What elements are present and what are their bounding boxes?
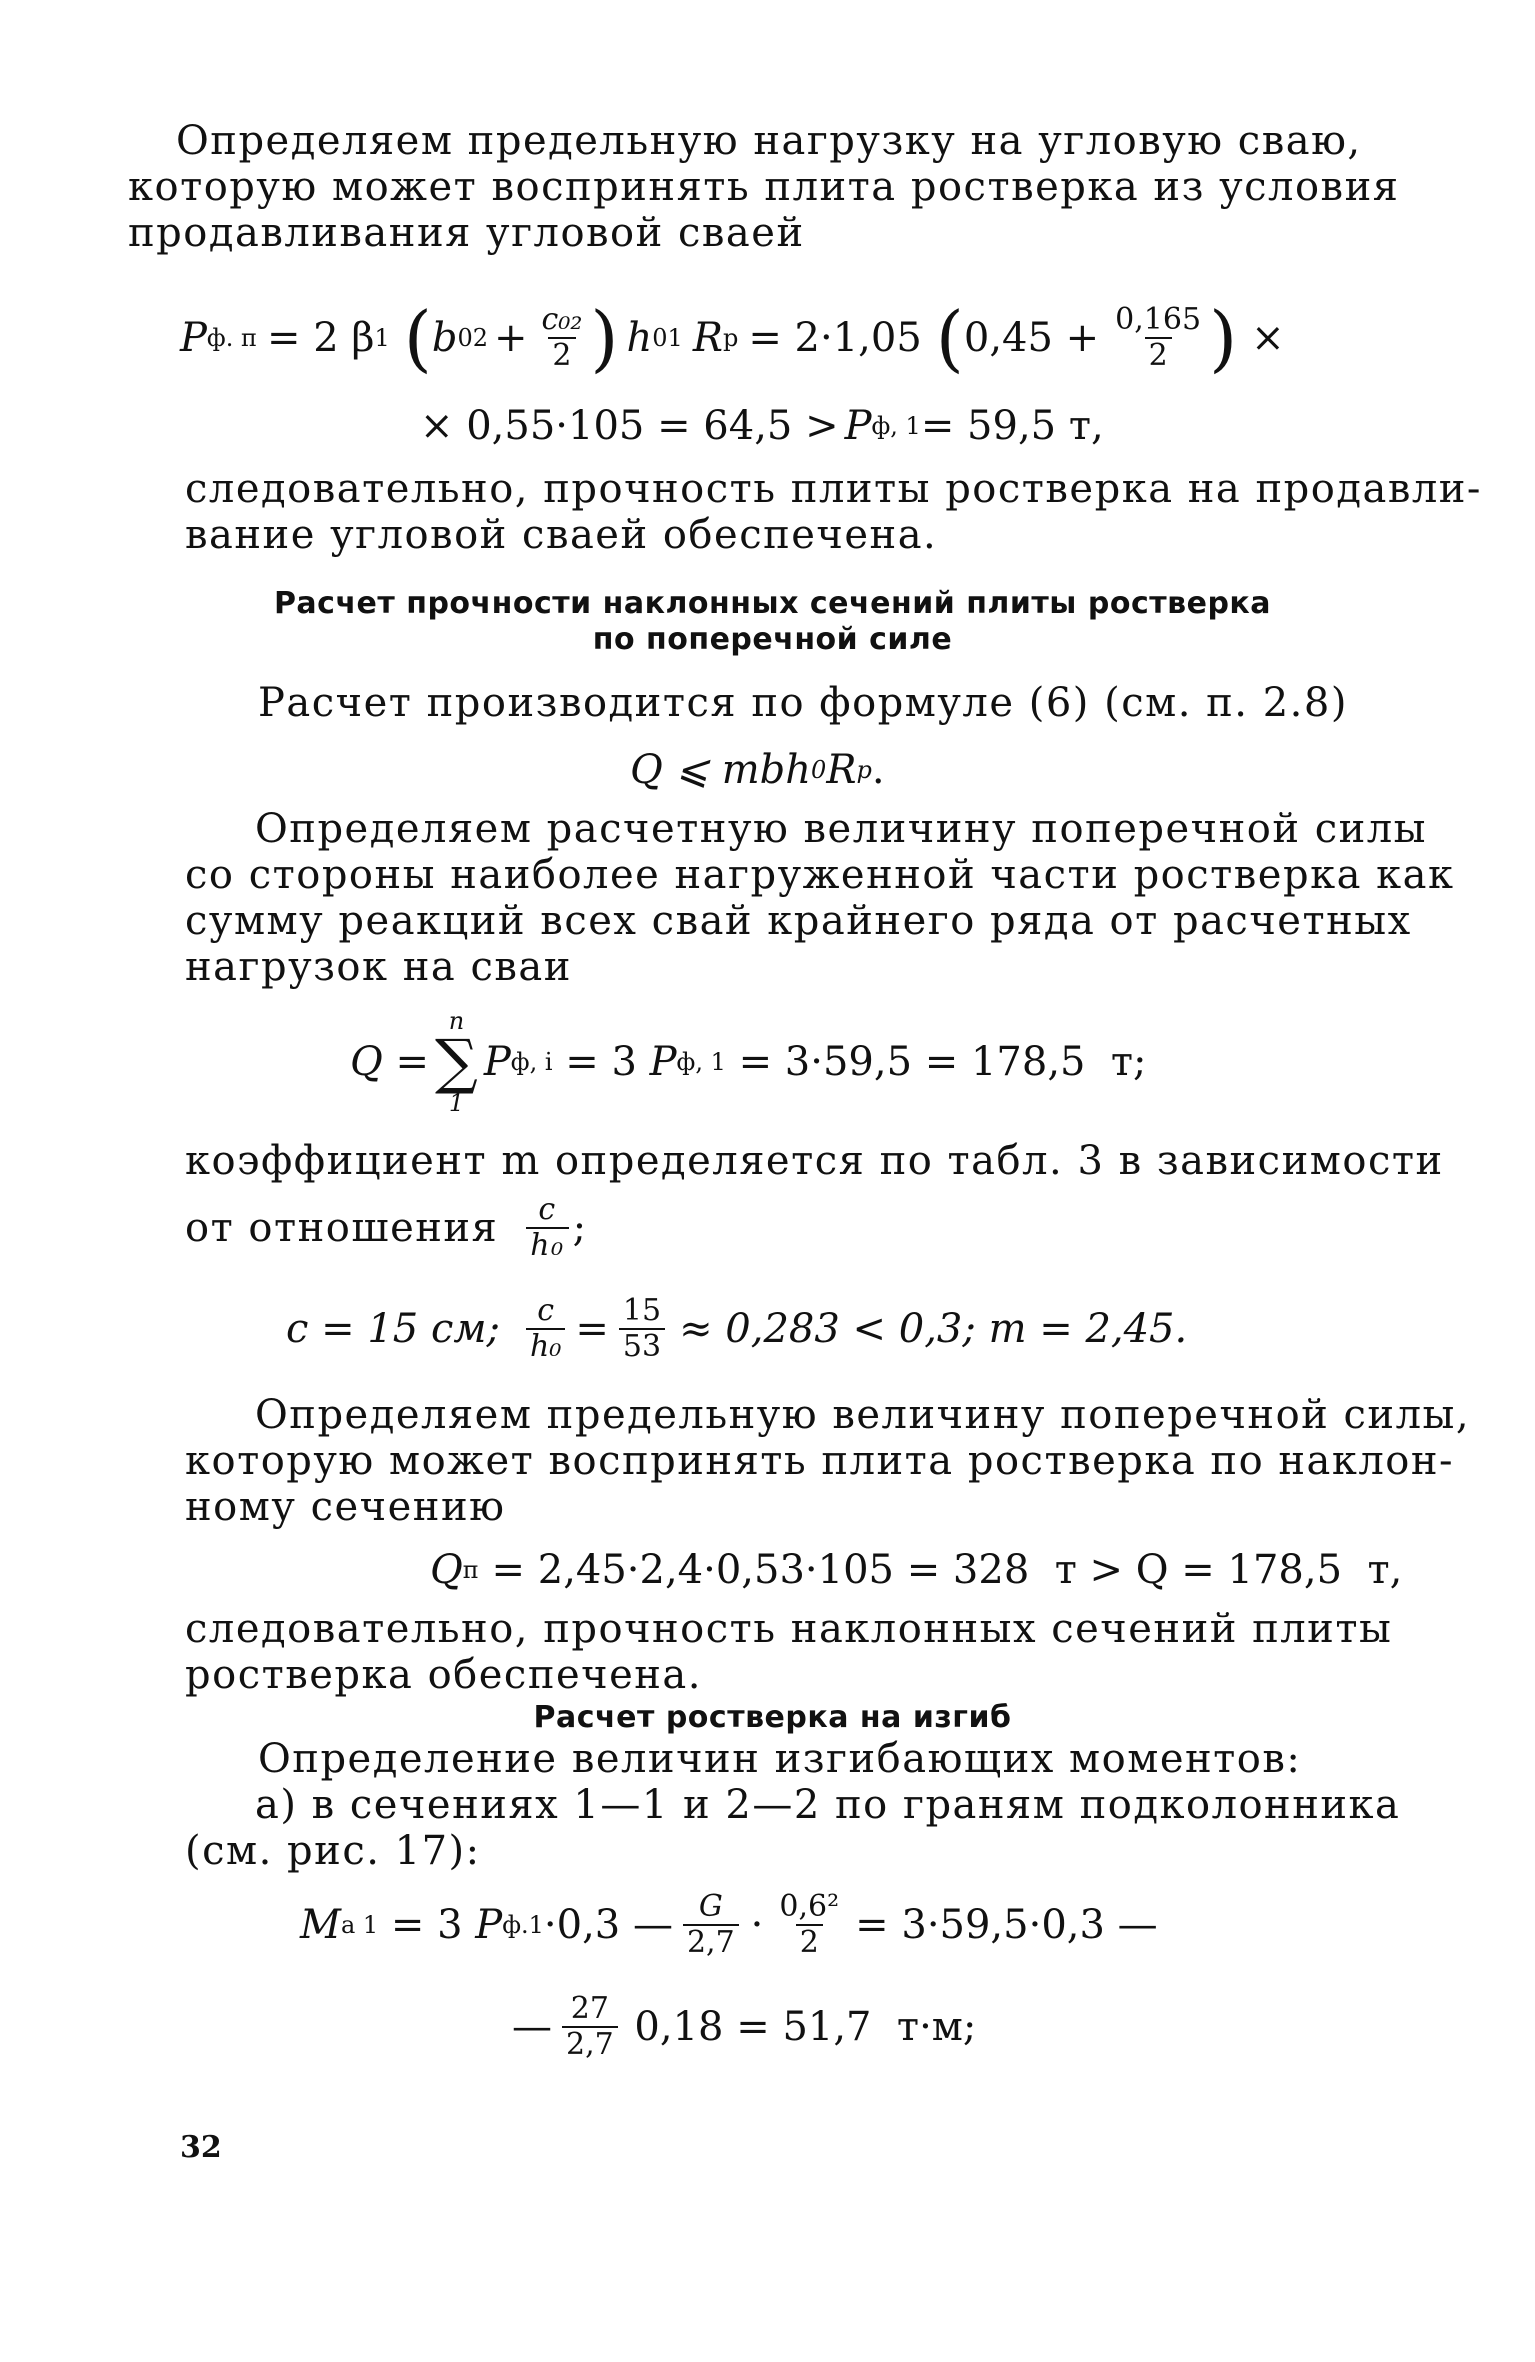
formula-subscript: п <box>462 1556 479 1584</box>
formula-symbol: h <box>626 315 653 361</box>
paren-close: ) <box>1209 296 1238 380</box>
fraction-numerator: G <box>698 1889 723 1924</box>
formula-shear-condition <box>630 742 885 798</box>
formula-text: — <box>512 2004 552 2050</box>
formula-text: = <box>575 1306 609 1352</box>
paren-open: ( <box>403 296 432 380</box>
paragraph-shear-force <box>185 806 1455 990</box>
formula-ratio-value <box>286 1284 1187 1374</box>
formula-sum-reactions <box>350 1002 1147 1122</box>
paren-open: ( <box>935 296 964 380</box>
formula-text: ≈ 0,283 < 0,3; m = 2,45. <box>679 1306 1188 1352</box>
text-line: от отношения <box>185 1205 499 1251</box>
fraction <box>619 1294 665 1364</box>
fraction-denominator: 2,7 <box>683 1924 739 1960</box>
fraction <box>538 303 587 373</box>
paragraph-limit-shear <box>185 1392 1471 1530</box>
formula-symbol: P <box>649 1039 677 1085</box>
paragraph-coefficient <box>185 1138 1444 1184</box>
formula-symbol: Q = <box>350 1039 430 1085</box>
formula-punching-load <box>180 298 1285 378</box>
fraction-numerator: c <box>537 1293 555 1328</box>
fraction-numerator: 27 <box>570 1991 609 2026</box>
text-line: следовательно, прочность наклонных сечений плиты <box>185 1606 1393 1652</box>
paragraph-conclusion-punching <box>185 466 1482 558</box>
fraction-denominator: 2,7 <box>562 2026 618 2062</box>
text-line: а) в сечениях 1—1 и 2—2 по граням подколонника <box>255 1782 1401 1828</box>
fraction <box>526 1193 568 1263</box>
text-line: Определяем предельную нагрузку на угловую сваю, <box>176 118 1362 164</box>
section-heading-shear <box>185 586 1360 658</box>
fraction-numerator: 0,6² <box>779 1889 840 1924</box>
paragraph-moments <box>258 1736 1358 1782</box>
formula-symbol: P <box>844 403 872 449</box>
fraction-denominator: h₀ <box>526 1227 568 1263</box>
fraction-denominator: 2 <box>548 337 575 373</box>
paragraph-method <box>258 680 1358 726</box>
formula-subscript: ф, i <box>510 1048 553 1076</box>
formula-punching-load-cont <box>420 398 1104 454</box>
formula-symbol: P <box>180 315 207 361</box>
fraction <box>683 1890 739 1960</box>
text-line: которую может воспринять плита ростверка из условия <box>128 164 1400 210</box>
formula-moment-line2 <box>512 1982 976 2072</box>
formula-text: · <box>750 1902 764 1948</box>
formula-subscript: 1 <box>374 324 390 352</box>
formula-symbol: P <box>475 1902 503 1948</box>
text-line: коэффициент m определяется по табл. 3 в зависимости <box>185 1138 1444 1184</box>
fraction-denominator: h₀ <box>526 1328 565 1364</box>
formula-subscript: а 1 <box>340 1911 379 1939</box>
formula-text: = 2 β <box>266 315 375 361</box>
summation <box>435 1008 478 1116</box>
formula-subscript: р <box>856 756 872 784</box>
section-heading-bending <box>185 1700 1360 1736</box>
heading-line: Расчет ростверка на изгиб <box>533 1700 1012 1735</box>
formula-moment-line1 <box>300 1880 1158 1970</box>
fraction-numerator: c <box>538 1192 557 1227</box>
formula-subscript: 02 <box>457 324 489 352</box>
fraction-numerator: c₀₂ <box>541 302 583 337</box>
formula-text: Q ⩽ mbh <box>630 747 812 793</box>
fraction-denominator: 2 <box>796 1924 823 1960</box>
formula-text: ; <box>572 1205 588 1251</box>
formula-text: = 2·1,05 <box>748 315 922 361</box>
text-line: сумму реакций всех свай крайнего ряда от расчетных <box>185 898 1412 944</box>
formula-text: = 3 <box>552 1039 650 1085</box>
text-line: следовательно, прочность плиты ростверка на продавли- <box>185 466 1482 512</box>
text-line: которую может воспринять плита ростверка по наклон- <box>185 1438 1455 1484</box>
text-line: со стороны наиболее нагруженной части ростверка как <box>185 852 1455 898</box>
text-line: Определяем предельную величину поперечной силы, <box>255 1392 1471 1438</box>
paren-close: ) <box>590 296 619 380</box>
formula-symbol: P <box>483 1039 511 1085</box>
paragraph-sections <box>185 1782 1401 1874</box>
formula-text: × 0,55·105 = 64,5 > <box>420 403 839 449</box>
fraction <box>562 1992 618 2062</box>
formula-text: = 3·59,5 = 178,5 т; <box>725 1039 1147 1085</box>
text-line: нагрузок на сваи <box>185 944 572 990</box>
formula-subscript: р <box>722 324 739 352</box>
text-line: (см. рис. 17): <box>185 1828 481 1874</box>
sum-symbol: ∑ <box>435 1027 478 1097</box>
heading-line: Расчет прочности наклонных сечений плиты ростверка <box>273 586 1272 621</box>
fraction-numerator: 0,165 <box>1115 302 1202 337</box>
formula-text: = 2,45·2,4·0,53·105 = 328 т > Q = 178,5 т, <box>478 1547 1403 1593</box>
formula-symbol: R <box>692 315 723 361</box>
formula-symbol: Q <box>430 1547 463 1593</box>
text-line: ному сечению <box>185 1484 506 1530</box>
formula-text: = 3·59,5·0,3 — <box>855 1902 1158 1948</box>
fraction <box>775 1890 843 1960</box>
page-number: 32 <box>180 2130 222 2165</box>
formula-subscript: 01 <box>652 324 683 352</box>
formula-subscript: ф.1 <box>502 1911 544 1939</box>
formula-text: . <box>871 747 885 793</box>
formula-subscript: ф, 1 <box>871 412 921 440</box>
formula-text: 0,18 = 51,7 т·м; <box>621 2004 977 2050</box>
fraction <box>526 1294 565 1364</box>
formula-text: + <box>494 315 528 361</box>
sum-lower-limit: 1 <box>448 1089 465 1117</box>
formula-subscript: 0 <box>811 756 827 784</box>
formula-symbol: M <box>300 1902 341 1948</box>
formula-limit-shear <box>430 1542 1402 1598</box>
text-line: Определяем расчетную величину поперечной силы <box>255 806 1428 852</box>
fraction <box>1111 303 1205 373</box>
text-line: Расчет производится по формуле (6) (см. п. 2.8) <box>258 680 1348 726</box>
formula-text: 0,45 + <box>963 315 1100 361</box>
formula-symbol: b <box>431 315 458 361</box>
fraction-denominator: 2 <box>1145 337 1172 373</box>
sum-upper-limit: n <box>448 1007 465 1035</box>
text-line: продавливания угловой сваей <box>128 210 805 256</box>
formula-text: = 3 <box>378 1902 476 1948</box>
formula-text: = 59,5 т, <box>920 403 1104 449</box>
formula-text: c = 15 см; <box>286 1306 501 1352</box>
text-line: вание угловой сваей обеспечена. <box>185 512 938 558</box>
text-line: ростверка обеспечена. <box>185 1652 702 1698</box>
formula-text: ·0,3 — <box>543 1902 673 1948</box>
paragraph-intro <box>128 118 1400 256</box>
ratio-line <box>185 1188 588 1268</box>
heading-line: по поперечной силе <box>592 622 953 657</box>
formula-subscript: ф, 1 <box>676 1048 726 1076</box>
formula-subscript: ф. п <box>206 324 257 352</box>
text-line: Определение величин изгибающих моментов: <box>258 1736 1302 1782</box>
fraction-denominator: 53 <box>619 1328 665 1364</box>
paragraph-conclusion-shear <box>185 1606 1393 1698</box>
fraction-numerator: 15 <box>622 1293 662 1328</box>
formula-text: × <box>1251 315 1285 361</box>
formula-symbol: R <box>826 747 857 793</box>
